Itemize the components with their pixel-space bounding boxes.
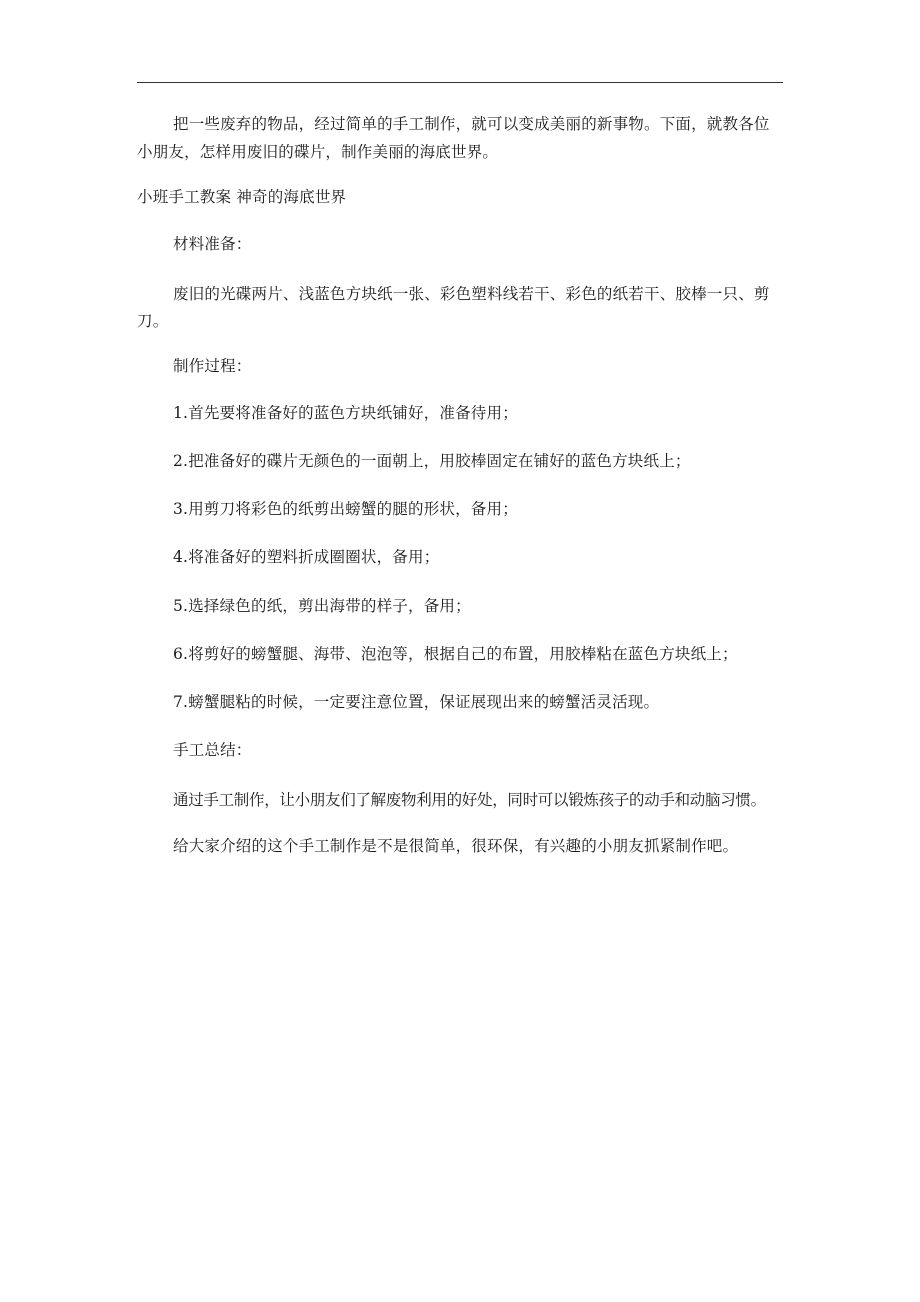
step-item: 2.把准备好的碟片无颜色的一面朝上，用胶棒固定在铺好的蓝色方块纸上； [173, 452, 691, 470]
step-item: 3.用剪刀将彩色的纸剪出螃蟹的腿的形状，备用； [173, 500, 518, 518]
step-item: 5.选择绿色的纸，剪出海带的样子，备用； [173, 597, 471, 615]
step-item: 1.首先要将准备好的蓝色方块纸铺好，准备待用； [173, 404, 518, 422]
step-item: 6.将剪好的螃蟹腿、海带、泡泡等，根据自己的布置，用胶棒粘在蓝色方块纸上； [173, 645, 738, 663]
header-rule [137, 82, 783, 83]
materials-line-2: 刀。 [137, 312, 169, 330]
document-title: 小班手工教案 神奇的海底世界 [137, 188, 347, 206]
step-item: 7.螃蟹腿粘的时候，一定要注意位置，保证展现出来的螃蟹活灵活现。 [173, 693, 660, 711]
intro-line-2: 小朋友，怎样用废旧的碟片，制作美丽的海底世界。 [137, 143, 499, 161]
summary-line-1: 通过手工制作，让小朋友们了解废物利用的好处，同时可以锻炼孩子的动手和动脑习惯。 [173, 791, 766, 809]
summary-line-2: 给大家介绍的这个手工制作是不是很简单，很环保，有兴趣的小朋友抓紧制作吧。 [173, 837, 739, 855]
materials-heading: 材料准备： [173, 235, 252, 253]
step-item: 4.将准备好的塑料折成圈圈状，备用； [173, 548, 440, 566]
materials-line-1: 废旧的光碟两片、浅蓝色方块纸一张、彩色塑料线若干、彩色的纸若干、胶棒一只、剪 [173, 285, 770, 303]
process-heading: 制作过程： [173, 357, 252, 375]
intro-line-1: 把一些废弃的物品，经过简单的手工制作，就可以变成美丽的新事物。下面，就教各位 [173, 115, 770, 133]
summary-heading: 手工总结： [173, 741, 252, 759]
